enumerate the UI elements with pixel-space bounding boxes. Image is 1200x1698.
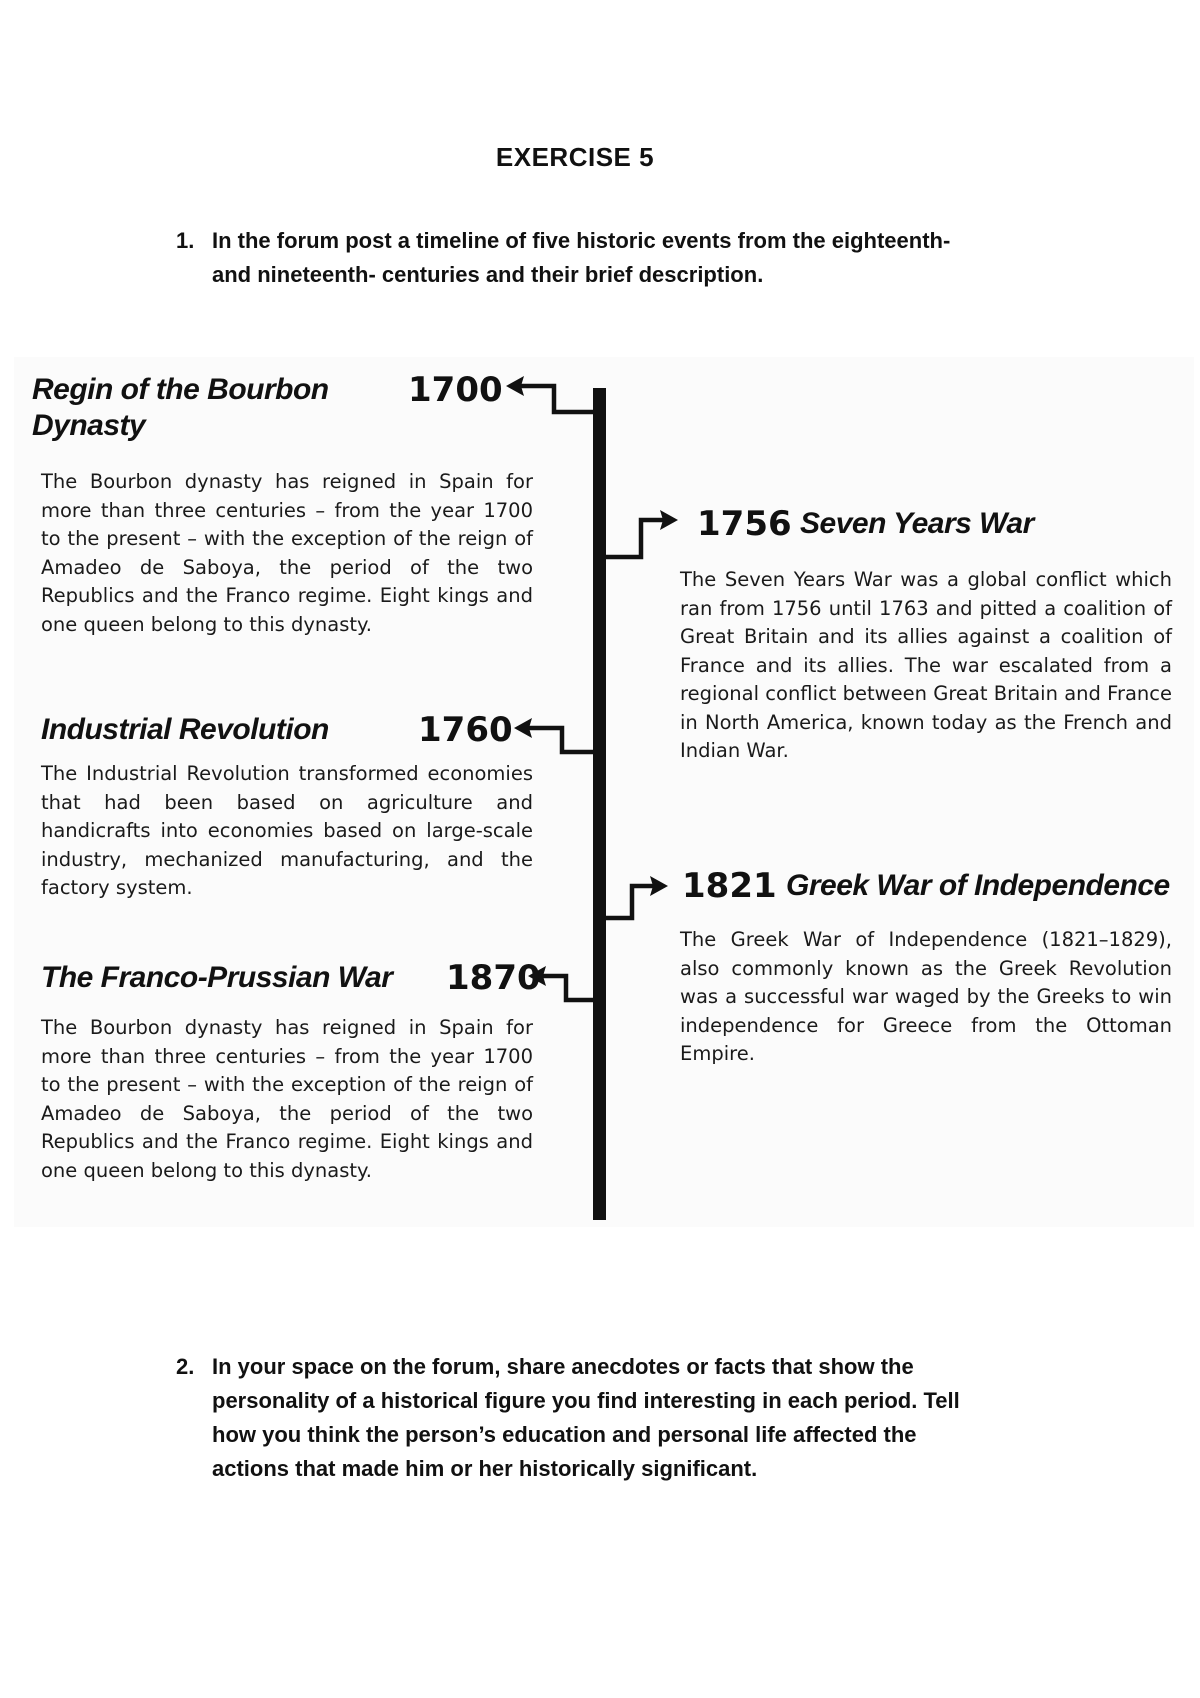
timeline-axis <box>593 388 606 1220</box>
event-title: The Franco-Prussian War <box>41 961 393 994</box>
instruction-text: In your space on the forum, share anecdotes or facts that show the personality of a historical figure you find interesting in each period. Tell how you think the person’s education and personal life affected the actions that made him or her historically significant. <box>212 1354 960 1481</box>
event-year: 1821 <box>682 866 777 906</box>
connector-1821 <box>605 886 654 918</box>
instruction-number: 2. <box>176 1354 195 1379</box>
event-description: The Bourbon dynasty has reigned in Spain for more than three centuries – from the year 1700 to the present – with the exception of the reign of Amadeo de Saboya, the period of the two Republics and the Franco regime. Eight kings and one queen belong to this dynasty. <box>41 470 533 636</box>
event-year: 1870 <box>446 958 541 998</box>
event-year: 1700 <box>408 370 503 410</box>
event-title: Industrial Revolution <box>41 713 329 746</box>
instruction-text: In the forum post a timeline of five historic events from the eighteenth- and nineteenth- centuries and their brief description. <box>212 228 951 287</box>
event-title: Greek War of Independence <box>786 869 1170 902</box>
connector-1700 <box>518 386 594 412</box>
event-description: The Greek War of Independence (1821–1829), also commonly known as the Greek Revolution was a successful war waged by the Greeks to win independence for Greece from the Ottoman Empire. <box>680 928 1172 1065</box>
event-title: Regin of the Bourbon Dynasty <box>32 373 329 442</box>
instruction-number: 1. <box>176 228 195 253</box>
connector-1870 <box>540 976 594 1000</box>
event-title: Seven Years War <box>800 507 1034 540</box>
event-description: The Seven Years War was a global conflict which ran from 1756 until 1763 and pitted a coalition of Great Britain and its allies against a coalition of France and its allies. The war escalated from a regional conflict between Great Britain and France in North America, known today as the French and Indian War. <box>680 568 1172 762</box>
event-year: 1756 <box>697 504 792 544</box>
page-title: EXERCISE 5 <box>495 142 655 172</box>
event-year: 1760 <box>418 710 513 750</box>
connector-1756 <box>605 520 664 557</box>
event-description: The Bourbon dynasty has reigned in Spain for more than three centuries – from the year 1700 to the present – with the exception of the reign of Amadeo de Saboya, the period of the two Republics and the Franco regime. Eight kings and one queen belong to this dynasty. <box>41 1016 533 1182</box>
instruction-2 <box>176 1350 996 1490</box>
connector-1760 <box>526 728 594 752</box>
event-description: The Industrial Revolution transformed economies that had been based on agriculture and handicrafts into economies based on large-scale industry, mechanized manufacturing, and the factory system. <box>41 762 533 899</box>
